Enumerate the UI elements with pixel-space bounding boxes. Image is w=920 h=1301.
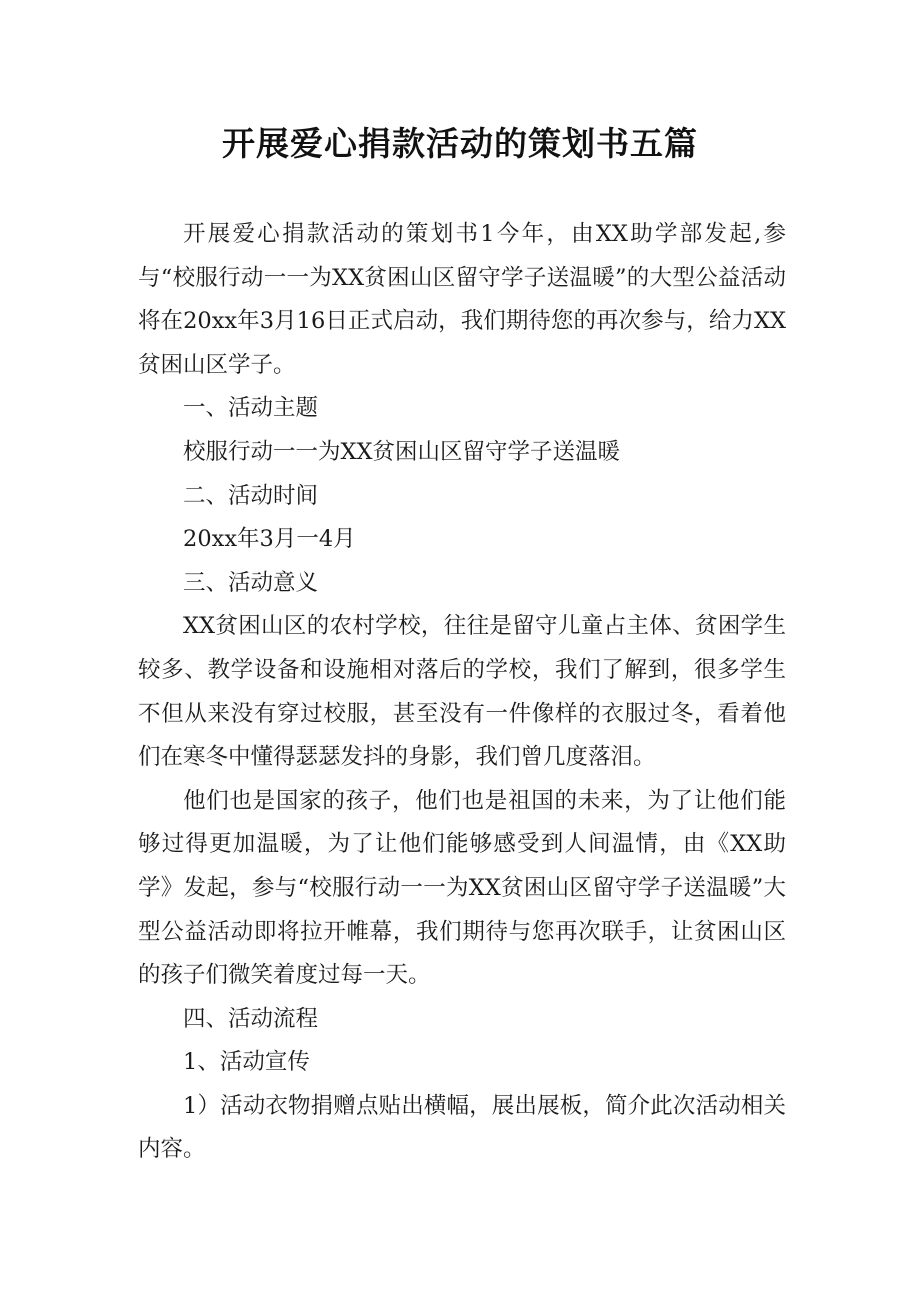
intro-paragraph: 开展爱心捐款活动的策划书1今年，由XX助学部发起,参与“校服行动一一为XX贫困山区留守学子送温暖”的大型公益活动将在20xx年3月16日正式启动，我们期待您的再次参与，给力XX贫困山区学子。: [138, 221, 786, 378]
subheading-publicity: 1、活动宣传: [183, 1049, 310, 1076]
section-heading-time: 二、活动时间: [183, 482, 319, 509]
time-text: 20xx年3月一4月: [183, 526, 356, 553]
section-heading-theme: 一、活动主题: [183, 395, 319, 422]
significance-paragraph-2: 他们也是国家的孩子，他们也是祖国的未来，为了让他们能够过得更加温暖，为了让他们能够感受到人间温情，由《XX助学》发起，参与“校服行动一一为XX贫困山区留守学子送温暖”大型公益活动即将拉开帷幕，我们期待与您再次联手，让贫困山区的孩子们微笑着度过每一天。: [138, 787, 786, 989]
publicity-item-1: 1）活动衣物捐赠点贴出横幅，展出展板，简介此次活动相关内容。: [138, 1092, 786, 1163]
significance-paragraph: XX贫困山区的农村学校，往往是留守儿童占主体、贫困学生较多、教学设备和设施相对落后的学校，我们了解到，很多学生不但从来没有穿过校服，甚至没有一件像样的衣服过冬，看着他们在寒冬中懂得瑟瑟发抖的身影，我们曾几度落泪。: [138, 613, 786, 771]
section-heading-significance: 三、活动意义: [183, 569, 319, 596]
document-title: 开展爱心捐款活动的策划书五篇: [222, 124, 698, 163]
document-body: [138, 213, 786, 1172]
theme-text: 校服行动一一为XX贫困山区留守学子送温暖: [183, 438, 621, 465]
section-heading-process: 四、活动流程: [183, 1005, 319, 1032]
